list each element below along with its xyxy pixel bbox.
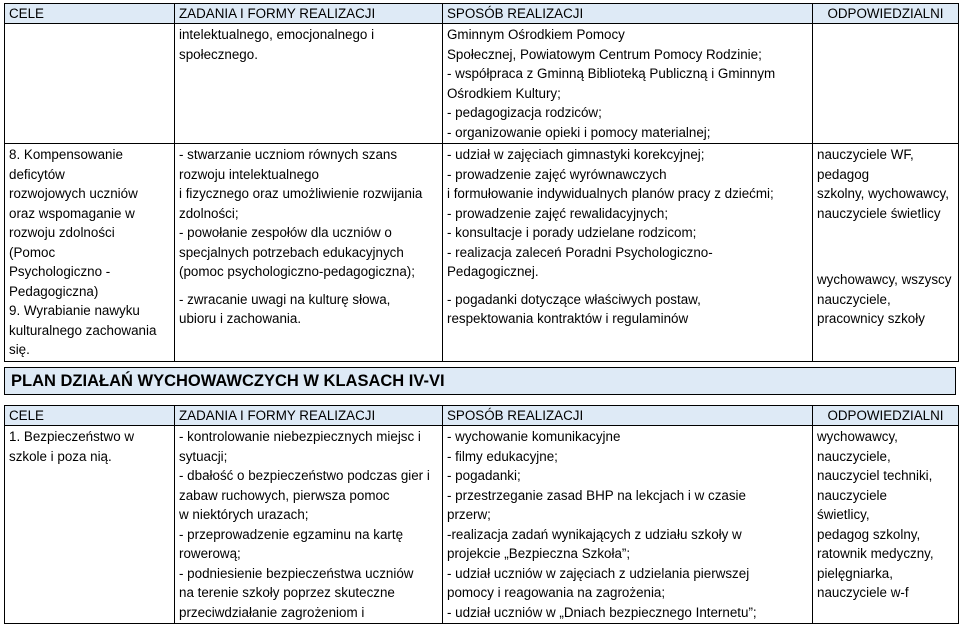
text-line: specjalnych potrzebach edukacyjnych <box>179 244 404 260</box>
text-line: - przestrzeganie zasad BHP na lekcjach i w czasie <box>447 487 746 503</box>
text-line: wychowawcy, wszyscy <box>817 272 952 287</box>
text-line: nauczyciele WF, <box>817 147 914 162</box>
text-line: - prowadzenie zajęć rewalidacyjnych; <box>447 205 669 221</box>
text-line: pracownicy szkoły <box>817 311 925 326</box>
text-line: świetlicy, <box>817 507 870 522</box>
text-line: i formułowanie indywidualnych planów pracy z dziećmi; <box>447 186 774 201</box>
text-line: Pedagogicznej. <box>447 264 539 279</box>
table-row <box>5 426 959 624</box>
cell-sposob <box>443 24 813 144</box>
table-row <box>5 144 959 362</box>
cell-odpowiedzialni <box>813 426 959 624</box>
cell-zadania <box>175 24 443 144</box>
text-line: przerw; <box>447 507 491 522</box>
text-line: ubioru i zachowania. <box>179 311 302 326</box>
text-line: zdolności; <box>179 205 239 221</box>
text-line: w niektórych urazach; <box>179 507 309 522</box>
header-odpowiedzialni: ODPOWIEDZIALNI <box>813 4 959 24</box>
text-line: rozwoju intelektualnego <box>179 166 319 182</box>
text-line: ratownik medyczny, <box>817 546 934 561</box>
cell-cele <box>5 24 175 144</box>
text-line: respektowania kontraktów i regulaminów <box>447 311 689 326</box>
cell-cele <box>5 144 175 362</box>
text-line: - udział w zajęciach gimnastyki korekcyjnej; <box>447 147 705 162</box>
text-line: deficytów <box>9 166 65 182</box>
cell-odpowiedzialni <box>813 144 959 362</box>
cell-zadania <box>175 144 443 362</box>
text-line: 9. Wyrabianie nawyku <box>9 303 140 318</box>
text-line: sytuacji; <box>179 448 228 464</box>
text-line: Ośrodkiem Kultury; <box>447 85 561 101</box>
cell-zadania <box>175 426 443 624</box>
text-line: 8. Kompensowanie <box>9 147 123 162</box>
text-line: wychowawcy, <box>817 429 898 444</box>
cell-odpowiedzialni <box>813 24 959 144</box>
text-line: oraz wspomaganie w <box>9 205 135 221</box>
text-line: - podniesienie bezpieczeństwa uczniów <box>179 565 414 581</box>
text-line: szkole i poza nią. <box>9 448 112 464</box>
text-line: - filmy edukacyjne; <box>447 448 558 464</box>
header-sposob: SPOSÓB REALIZACJI <box>443 4 813 24</box>
text-line: -realizacja zadań wynikających z udziału szkoły w <box>447 526 742 542</box>
text-line: - powołanie zespołów dla uczniów o <box>179 225 392 240</box>
cell-sposob <box>443 426 813 624</box>
text-line: nauczyciele, <box>817 448 891 464</box>
text-line: Psychologiczno - <box>9 264 111 279</box>
header-cele: CELE <box>5 406 175 426</box>
text-line: - zwracanie uwagi na kulturę słowa, <box>179 291 391 307</box>
cell-cele <box>5 426 175 624</box>
text-line: pedagog <box>817 166 870 182</box>
text-line: nauczyciele, <box>817 291 891 307</box>
text-line: pomocy i reagowania na zagrożenia; <box>447 585 666 600</box>
text-line: nauczyciel techniki, <box>817 468 933 483</box>
plan-table-iv-vi <box>4 405 959 624</box>
text-line: społecznego. <box>179 46 258 62</box>
text-line: - organizowanie opieki i pomocy materialnej; <box>447 124 711 140</box>
text-line: Pedagogiczna) <box>9 283 99 299</box>
text-line: - realizacja zaleceń Poradni Psychologiczno- <box>447 244 713 260</box>
text-line: Gminnym Ośrodkiem Pomocy <box>447 27 625 42</box>
text-line: pielęgniarka, <box>817 565 893 581</box>
header-odpowiedzialni: ODPOWIEDZIALNI <box>813 406 959 426</box>
header-cele: CELE <box>5 4 175 24</box>
text-line: - pogadanki; <box>447 468 521 483</box>
text-line: projekcie „Bezpieczna Szkoła”; <box>447 546 631 561</box>
text-line: kulturalnego zachowania <box>9 322 157 338</box>
text-line: - przeprowadzenie egzaminu na kartę <box>179 526 404 542</box>
text-line: - stwarzanie uczniom równych szans <box>179 147 398 162</box>
text-line: - pogadanki dotyczące właściwych postaw, <box>447 291 701 307</box>
text-line: - wychowanie komunikacyjne <box>447 429 621 444</box>
text-line: - pedagogizacja rodziców; <box>447 105 602 120</box>
text-line: - kontrolowanie niebezpiecznych miejsc i <box>179 429 421 444</box>
text-line: przeciwdziałanie zagrożeniom i <box>179 604 365 620</box>
text-line: zabaw ruchowych, pierwsza pomoc <box>179 487 390 503</box>
text-line: na terenie szkoły poprzez skuteczne <box>179 585 395 600</box>
table-header-row <box>5 406 959 426</box>
text-line: rozwoju zdolności <box>9 225 115 240</box>
text-line: rowerową; <box>179 546 241 561</box>
text-line: Społecznej, Powiatowym Centrum Pomocy Rodzinie; <box>447 46 762 62</box>
text-line: nauczyciele w-f <box>817 585 909 600</box>
cell-sposob <box>443 144 813 362</box>
header-zadania: ZADANIA I FORMY REALIZACJI <box>175 4 443 24</box>
text-line: (pomoc psychologiczno-pedagogiczna); <box>179 264 415 279</box>
plan-table-top <box>4 3 959 362</box>
text-line: się. <box>9 342 30 357</box>
text-line: nauczyciele <box>817 487 887 503</box>
text-line: - konsultacje i porady udzielane rodzicom; <box>447 225 697 240</box>
text-line: rozwojowych uczniów <box>9 186 138 201</box>
text-line: i fizycznego oraz umożliwienie rozwijania <box>179 186 423 201</box>
header-zadania: ZADANIA I FORMY REALIZACJI <box>175 406 443 426</box>
text-line: (Pomoc <box>9 244 56 260</box>
text-line: 1. Bezpieczeństwo w <box>9 429 135 444</box>
table-row <box>5 24 959 144</box>
text-line: - dbałość o bezpieczeństwo podczas gier i <box>179 468 430 483</box>
section-title: PLAN DZIAŁAŃ WYCHOWAWCZYCH W KLASACH IV-VI <box>4 367 956 395</box>
text-line: - prowadzenie zajęć wyrównawczych <box>447 166 667 182</box>
text-line: - współpraca z Gminną Biblioteką Publiczną i Gminnym <box>447 66 776 81</box>
text-line: - udział uczniów w „Dniach bezpiecznego Internetu”; <box>447 604 757 620</box>
text-line: intelektualnego, emocjonalnego i <box>179 27 375 42</box>
text-line: pedagog szkolny, <box>817 526 921 542</box>
text-line: - udział uczniów w zajęciach z udzielania pierwszej <box>447 565 750 581</box>
text-line: szkolny, wychowawcy, <box>817 186 949 201</box>
text-line: nauczyciele świetlicy <box>817 205 941 221</box>
header-sposob: SPOSÓB REALIZACJI <box>443 406 813 426</box>
table-header-row <box>5 4 959 24</box>
